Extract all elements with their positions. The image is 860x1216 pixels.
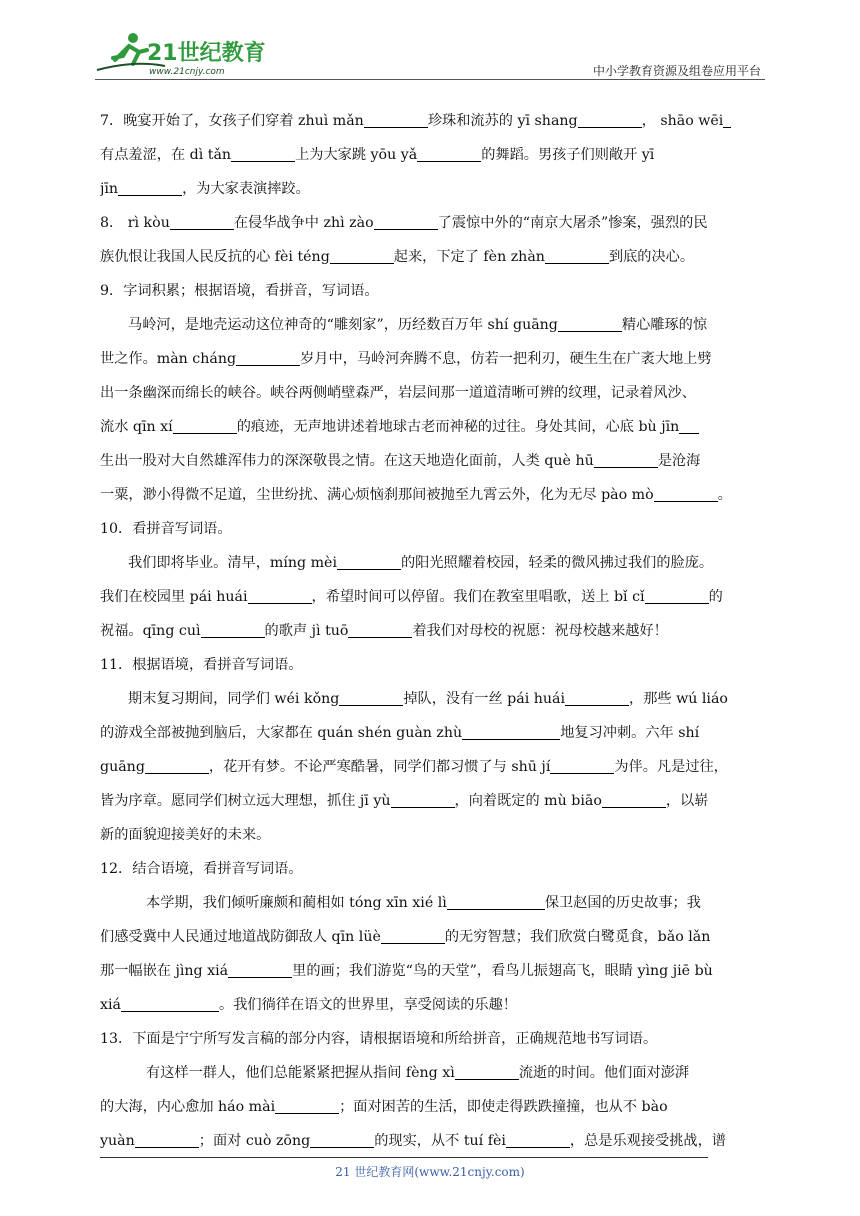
answer-blank[interactable]	[228, 959, 292, 978]
q10-title: 10．看拼音写词语。	[100, 521, 232, 537]
q9-line-4: 流水 qīn xí 的痕迹，无声地讲述着地球古老而神秘的过往。身处其间，心底 bù jīn	[100, 410, 760, 444]
answer-blank[interactable]	[201, 619, 265, 638]
q8-line-2: 族仇恨让我国人民反抗的心 fèi téng 起来，下定了 fèn zhàn 到底的决心。	[100, 240, 760, 274]
answer-blank[interactable]	[310, 1129, 374, 1148]
q7-line-2: 有点羞涩，在 dì tǎn 上为大家跳 yōu yǎ 的舞蹈。男孩子们则敞开 yī	[100, 138, 760, 172]
answer-blank[interactable]	[275, 1095, 339, 1114]
q9-line-5: 生出一股对大自然雄浑伟力的深深敬畏之情。在这天地造化面前，人类 què hū 是沧海	[100, 444, 760, 478]
answer-blank[interactable]	[679, 415, 699, 434]
q10-line-2: 我们在校园里 pái huái ，希望时间可以停留。我们在教室里唱歌，送上 bǐ cǐ 的	[100, 580, 760, 614]
answer-blank[interactable]	[417, 143, 481, 162]
answer-blank[interactable]	[558, 313, 622, 332]
logo-text: 21世纪教育	[147, 41, 266, 66]
q13-line-2: 的大海，内心愈加 háo mài ；面对困苦的生活，即使走得跌跌撞撞，也从不 bào	[100, 1090, 760, 1124]
q11-line-4: 皆为序章。愿同学们树立远大理想，抓住 jī yù ，向着既定的 mù biāo ，以崭	[100, 784, 760, 818]
answer-blank[interactable]	[506, 1129, 570, 1148]
q13-line-1: 有这样一群人，他们总能紧紧把握从指间 fèng xì 流逝的时间。他们面对澎湃	[100, 1056, 760, 1090]
exercise-content	[100, 104, 760, 1158]
q10-line-3: 祝福。qīng cuì 的歌声 jì tuō 着我们对母校的祝愿：祝母校越来越好！	[100, 614, 760, 648]
q9-line-6: 一粟，渺小得微不足道，尘世纷扰、满心烦恼刹那间被抛至九霄云外，化为无尽 pào mò 。	[100, 478, 760, 512]
q8-line-1: 8． rì kòu 在侵华战争中 zhì zào 了震惊中外的“南京大屠杀”惨案，强烈的民	[100, 206, 760, 240]
q9-line-3: 出一条幽深而绵长的峡谷。峡谷两侧峭壁森严，岩层间那一道道清晰可辨的纹理，记录着风沙、	[100, 385, 696, 401]
q12-line-2: 们感受冀中人民通过地道战防御敌人 qīn lüè 的无穷智慧；我们欣赏白鹭觅食，bǎo lǎn	[100, 920, 760, 954]
answer-blank[interactable]	[337, 551, 401, 570]
answer-blank[interactable]	[231, 143, 295, 162]
q7-line-1: 7．晚宴开始了，女孩子们穿着 zhuì mǎn 珍珠和流苏的 yī shang ， shāo wēi	[100, 104, 760, 138]
header-divider	[95, 79, 765, 80]
q9-line-1: 马岭河，是地壳运动这位神奇的“雕刻家”，历经数百万年 shí guāng 精心雕琢的惊	[100, 308, 760, 342]
q12-line-4: xiá 。我们徜徉在语文的世界里，享受阅读的乐趣！	[100, 988, 760, 1022]
answer-blank[interactable]	[330, 245, 394, 264]
answer-blank[interactable]	[135, 1129, 199, 1148]
answer-blank[interactable]	[550, 755, 614, 774]
header-platform-name: 中小学教育资源及组卷应用平台	[592, 64, 761, 78]
q12-line-3: 那一幅嵌在 jìng xiá 里的画；我们游览“鸟的天堂”，看鸟儿振翅高飞，眼睛 yìng jiē bù	[100, 954, 760, 988]
answer-blank[interactable]	[364, 109, 428, 128]
answer-blank[interactable]	[645, 585, 709, 604]
answer-blank[interactable]	[145, 755, 209, 774]
answer-blank[interactable]	[594, 449, 658, 468]
answer-blank[interactable]	[118, 177, 182, 196]
answer-blank[interactable]	[248, 585, 312, 604]
answer-blank[interactable]	[723, 109, 731, 128]
answer-blank[interactable]	[391, 789, 455, 808]
answer-blank[interactable]	[170, 211, 234, 230]
logo-subtext: www.21cnjy.com	[149, 67, 225, 77]
answer-blank[interactable]	[602, 789, 666, 808]
answer-blank[interactable]	[236, 347, 300, 366]
page-header	[95, 30, 765, 82]
q9-title: 9．字词积累；根据语境，看拼音，写词语。	[100, 283, 379, 299]
q13-title: 13．下面是宁宁所写发言稿的部分内容，请根据语境和所给拼音，正确规范地书写词语。	[100, 1031, 658, 1047]
q12-title: 12．结合语境，看拼音写词语。	[100, 861, 303, 877]
q11-line-3: guāng ，花开有梦。不论严寒酷暑，同学们都习惯了与 shū jí 为伴。凡是过往，	[100, 750, 760, 784]
answer-blank[interactable]	[462, 721, 560, 740]
footer-divider	[100, 1157, 708, 1158]
answer-blank[interactable]	[374, 211, 438, 230]
answer-blank[interactable]	[447, 891, 545, 910]
answer-blank[interactable]	[348, 619, 412, 638]
answer-blank[interactable]	[455, 1061, 519, 1080]
answer-blank[interactable]	[121, 993, 219, 1012]
footer-text: 21 世纪教育网(www.21cnjy.com)	[335, 1165, 525, 1179]
answer-blank[interactable]	[565, 687, 629, 706]
answer-blank[interactable]	[654, 483, 718, 502]
answer-blank[interactable]	[173, 415, 237, 434]
q11-line-2: 的游戏全部被抛到脑后，大家都在 quán shén guàn zhù 地复习冲刺。六年 shí	[100, 716, 760, 750]
q7-line-3: jīn ，为大家表演摔跤。	[100, 172, 760, 206]
q12-line-1: 本学期，我们倾听廉颇和蔺相如 tóng xīn xié lì 保卫赵国的历史故事；我	[100, 886, 760, 920]
q11-line-5: 新的面貌迎接美好的未来。	[100, 827, 271, 843]
q13-line-3: yuàn ；面对 cuò zōng 的现实，从不 tuí fèi ，总是乐观接受挑战，谱	[100, 1124, 760, 1158]
answer-blank[interactable]	[578, 109, 642, 128]
q9-line-2: 世之作。màn cháng 岁月中，马岭河奔腾不息，仿若一把利刃，硬生生在广袤大地上劈	[100, 342, 760, 376]
answer-blank[interactable]	[381, 925, 445, 944]
q11-title: 11．根据语境，看拼音写词语。	[100, 657, 303, 673]
site-logo	[95, 30, 295, 78]
q11-line-1: 期末复习期间，同学们 wéi kǒng 掉队，没有一丝 pái huái ，那些 wú liáo	[100, 682, 760, 716]
answer-blank[interactable]	[545, 245, 609, 264]
q10-line-1: 我们即将毕业。清早，míng mèi 的阳光照耀着校园，轻柔的微风拂过我们的脸庞。	[100, 546, 760, 580]
answer-blank[interactable]	[339, 687, 403, 706]
